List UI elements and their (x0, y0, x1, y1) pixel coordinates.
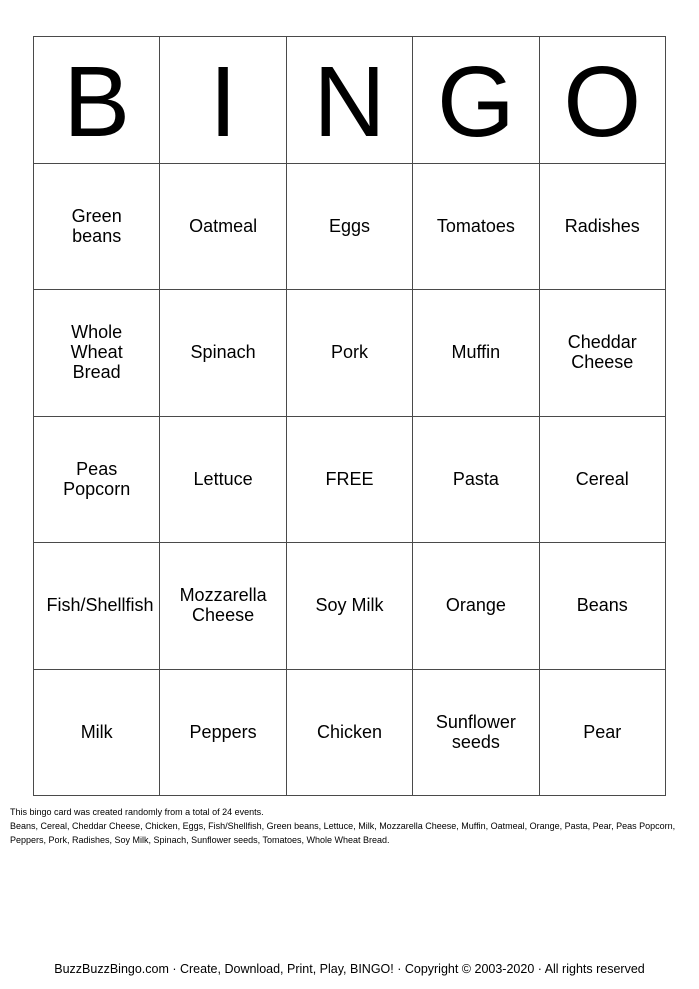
cell-label: Beans (576, 595, 628, 616)
cell-label: Lettuce (193, 468, 253, 489)
cell-label: Eggs (328, 215, 370, 236)
cell-label: Spinach (190, 342, 256, 363)
cell-label: Radishes (564, 215, 640, 236)
bingo-row (34, 163, 666, 290)
cell-label: Pear (583, 721, 622, 742)
header-letter-o: O (539, 37, 665, 164)
cell-label: Peas Popcorn (63, 458, 131, 499)
header-letter-i: I (160, 37, 286, 164)
free-space-label: FREE (325, 468, 374, 489)
site-footer: BuzzBuzzBingo.com · Create, Download, Print, Play, BINGO! · Copyright © 2003-2020 · All rights reserved (54, 962, 645, 976)
footnote-summary: This bingo card was created randomly from a total of 24 events. (10, 807, 264, 817)
cell-label: Pasta (452, 468, 499, 489)
bingo-cell (34, 543, 160, 670)
bingo-header-row (34, 37, 666, 164)
bingo-cell (160, 290, 286, 417)
bingo-cell (413, 290, 539, 417)
footnote-event-list: Beans, Cereal, Cheddar Cheese, Chicken, Eggs, Fish/Shellfish, Green beans, Lettuce, Milk, Mozzarella Cheese, Muffin, Oatmeal, Orange, Pasta, Pear, Peas Popcorn, Peppers, Pork, Radishes, Soy Milk, Spinach, Sunflower seeds, Tomatoes, Whole Wheat Bread. (10, 821, 676, 845)
bingo-cell (160, 416, 286, 543)
bingo-cell (413, 669, 539, 796)
card-footnote (10, 805, 690, 847)
cell-label: Cereal (575, 468, 629, 489)
bingo-cell (34, 290, 160, 417)
bingo-cell (286, 543, 412, 670)
bingo-cell (539, 669, 665, 796)
bingo-cell (539, 543, 665, 670)
bingo-cell (34, 416, 160, 543)
cell-label: Oatmeal (189, 215, 258, 236)
bingo-cell (286, 290, 412, 417)
bingo-cell (539, 416, 665, 543)
bingo-cell (413, 416, 539, 543)
bingo-cell (160, 669, 286, 796)
cell-label: Cheddar Cheese (567, 332, 637, 373)
bingo-cell (286, 163, 412, 290)
bingo-card (33, 36, 666, 796)
bingo-cell (34, 669, 160, 796)
cell-label: Mozzarella Cheese (179, 585, 267, 626)
cell-label: Whole Wheat Bread (70, 322, 123, 383)
bingo-cell (160, 163, 286, 290)
bingo-cell (413, 163, 539, 290)
cell-label: Milk (80, 721, 113, 742)
cell-label: Sunflower seeds (435, 711, 516, 752)
bingo-row (34, 669, 666, 796)
cell-label: Fish/Shellfish (46, 595, 154, 616)
bingo-row (34, 290, 666, 417)
cell-label: Chicken (316, 721, 382, 742)
cell-label: Orange (445, 595, 506, 616)
cell-label: Tomatoes (436, 215, 515, 236)
bingo-cell (539, 163, 665, 290)
cell-label: Muffin (451, 342, 501, 363)
bingo-cell (286, 669, 412, 796)
header-letter-g: G (413, 37, 539, 164)
header-letter-n: N (286, 37, 412, 164)
free-space-cell (286, 416, 412, 543)
bingo-row (34, 543, 666, 670)
cell-label: Green beans (71, 205, 122, 246)
cell-label: Soy Milk (315, 595, 384, 616)
bingo-row (34, 416, 666, 543)
header-letter-b: B (34, 37, 160, 164)
bingo-cell (34, 163, 160, 290)
bingo-cell (413, 543, 539, 670)
cell-label: Peppers (189, 721, 257, 742)
bingo-cell (539, 290, 665, 417)
bingo-cell (160, 543, 286, 670)
cell-label: Pork (330, 342, 368, 363)
